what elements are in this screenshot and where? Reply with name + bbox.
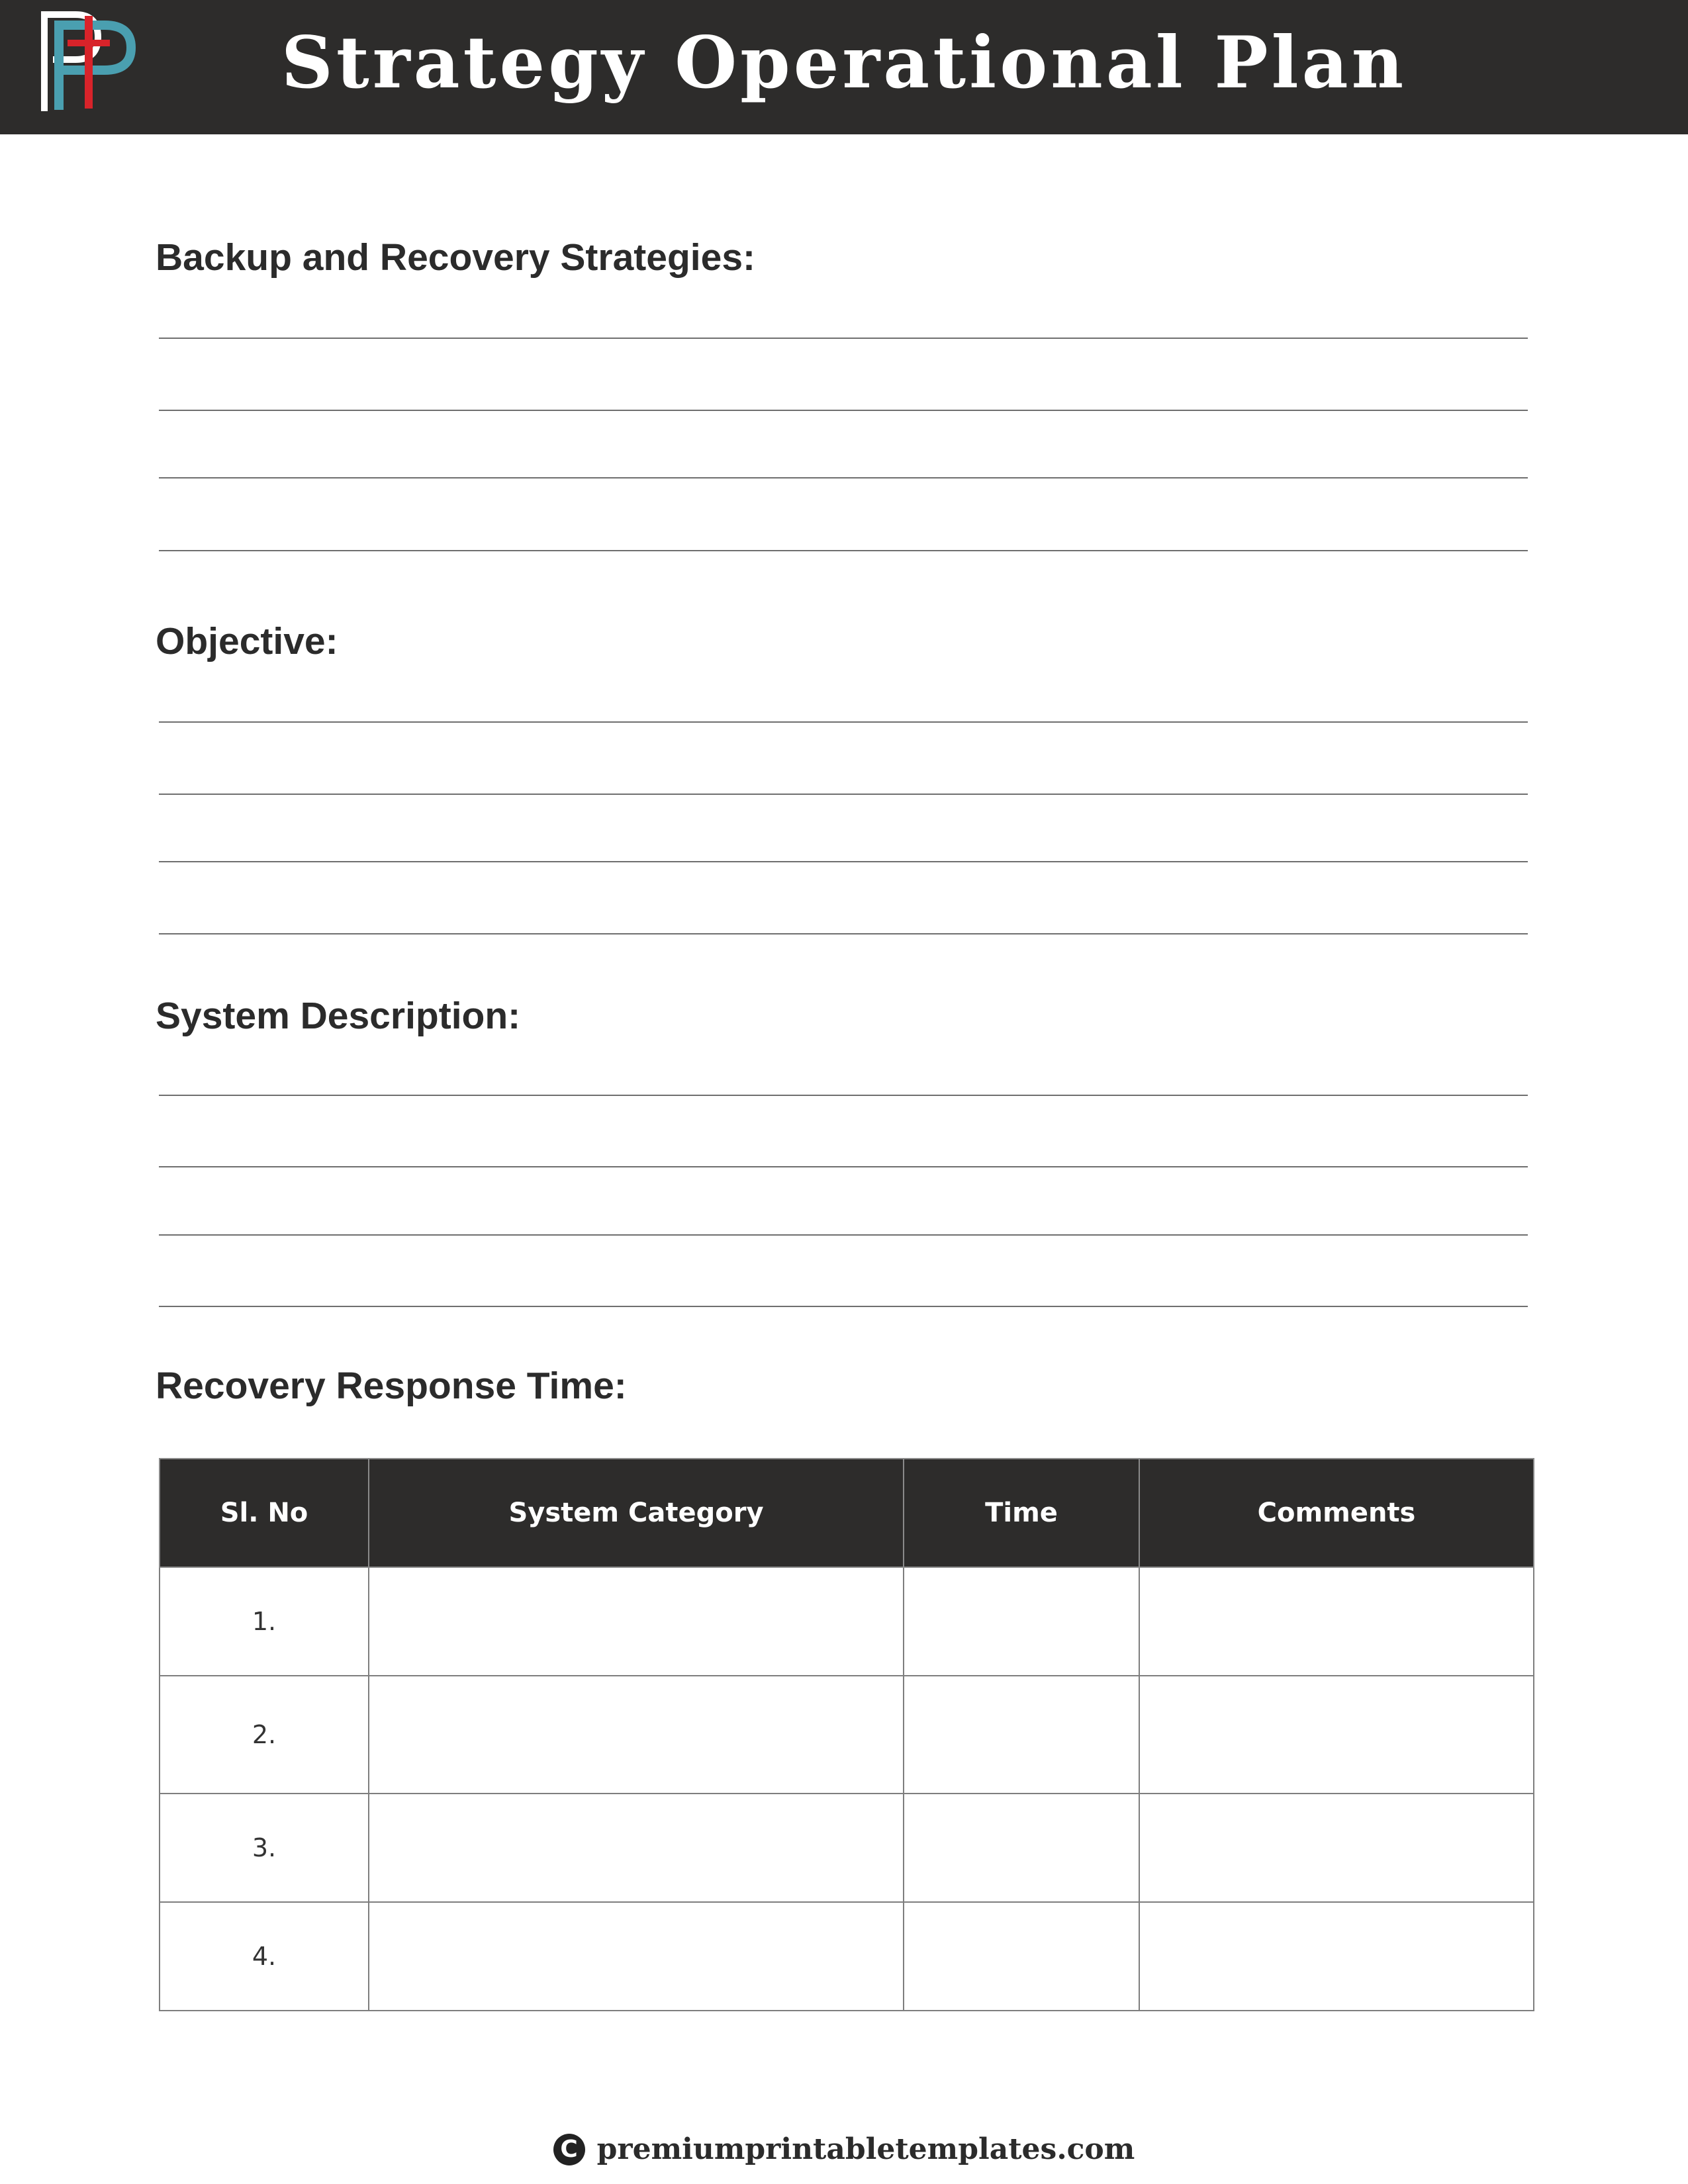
system-description-line-3[interactable] — [159, 1234, 1528, 1236]
table-row — [160, 1676, 1534, 1794]
header-comments: Comments — [1139, 1459, 1534, 1567]
table-row — [160, 1794, 1534, 1902]
page-footer — [0, 2132, 1688, 2166]
comments-cell[interactable] — [1139, 1676, 1534, 1794]
recovery-response-heading: Recovery Response Time: — [156, 1365, 627, 1407]
table-header-row — [160, 1459, 1534, 1567]
row-number: 1. — [160, 1567, 369, 1676]
system-description-line-1[interactable] — [159, 1095, 1528, 1096]
recovery-response-table — [159, 1458, 1534, 2011]
system-category-cell[interactable] — [369, 1567, 904, 1676]
comments-cell[interactable] — [1139, 1794, 1534, 1902]
row-number: 3. — [160, 1794, 369, 1902]
objective-line-4[interactable] — [159, 933, 1528, 934]
table-row — [160, 1567, 1534, 1676]
document-title: Strategy Operational Plan — [281, 21, 1407, 105]
backup-line-4[interactable] — [159, 550, 1528, 551]
system-category-cell[interactable] — [369, 1676, 904, 1794]
backup-line-1[interactable] — [159, 338, 1528, 339]
system-category-cell[interactable] — [369, 1902, 904, 2011]
objective-heading: Objective: — [156, 620, 338, 662]
time-cell[interactable] — [904, 1794, 1139, 1902]
backup-line-3[interactable] — [159, 477, 1528, 478]
comments-cell[interactable] — [1139, 1902, 1534, 2011]
copyright-icon: C — [553, 2134, 585, 2165]
backup-line-2[interactable] — [159, 410, 1528, 411]
time-cell[interactable] — [904, 1676, 1139, 1794]
system-description-line-4[interactable] — [159, 1306, 1528, 1307]
header-time: Time — [904, 1459, 1139, 1567]
system-description-heading: System Description: — [156, 995, 521, 1037]
row-number: 2. — [160, 1676, 369, 1794]
objective-line-1[interactable] — [159, 721, 1528, 723]
system-category-cell[interactable] — [369, 1794, 904, 1902]
row-number: 4. — [160, 1902, 369, 2011]
header-system-category: System Category — [369, 1459, 904, 1567]
objective-line-3[interactable] — [159, 861, 1528, 862]
page-header — [0, 0, 1688, 134]
system-description-line-2[interactable] — [159, 1166, 1528, 1167]
backup-recovery-heading: Backup and Recovery Strategies: — [156, 236, 756, 279]
comments-cell[interactable] — [1139, 1567, 1534, 1676]
website-url[interactable]: premiumprintabletemplates.com — [596, 2132, 1135, 2166]
time-cell[interactable] — [904, 1567, 1139, 1676]
time-cell[interactable] — [904, 1902, 1139, 2011]
objective-line-2[interactable] — [159, 794, 1528, 795]
header-sl-no: Sl. No — [160, 1459, 369, 1567]
table-row — [160, 1902, 1534, 2011]
